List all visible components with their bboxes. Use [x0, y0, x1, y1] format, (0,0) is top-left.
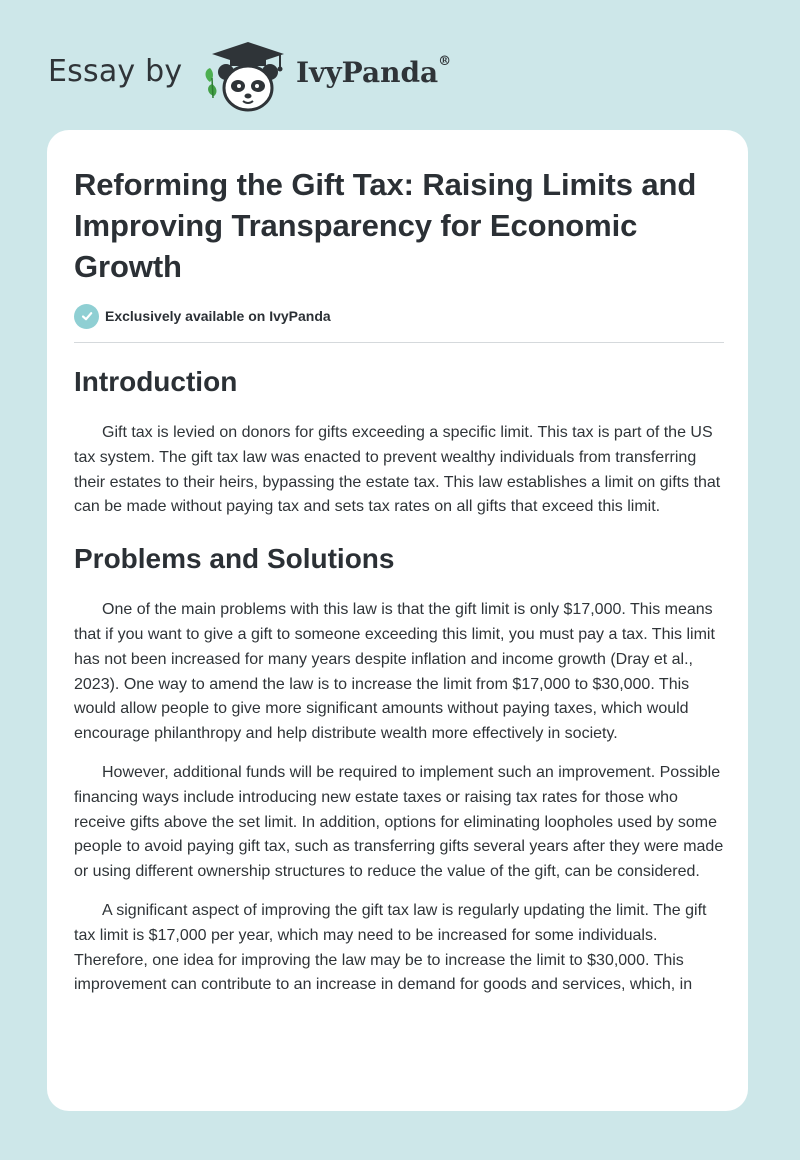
essay-content [74, 164, 724, 998]
brand-prefix: Essay by [48, 54, 183, 89]
registered-mark: ® [438, 54, 452, 69]
panda-logo-icon[interactable] [200, 38, 296, 114]
site-header [48, 30, 488, 110]
essay-card [47, 130, 748, 1111]
check-icon [74, 304, 99, 329]
section-heading-problems-and-solutions: Problems and Solutions [74, 543, 395, 575]
paragraph: One of the main problems with this law is that the gift limit is only $17,000. This means that if you want to give a gift to someone exceeding this limit, you must pay a tax. This limit has not been increased for many years despite inflation and income growth (Dray et al., 2023). One way to amend the law is to increase the limit from $17,000 to $30,000. This would allow people to give more significant amounts without paying taxes, which would encourage philanthropy and help distribute wealth more effectively in society. [74, 601, 715, 743]
brand-name[interactable]: IvyPanda® [296, 54, 452, 89]
exclusive-badge [74, 303, 724, 329]
exclusive-badge-text: Exclusively available on IvyPanda [105, 308, 331, 324]
paragraph: However, additional funds will be required to implement such an improvement. Possible financing ways include introducing new estate taxes or raising tax rates for those who receive gifts above the set limit. In addition, options for eliminating loopholes used by some people to avoid paying gift tax, such as transferring gifts several years after they were made or using different ownership structures to reduce the value of the gift, can be considered. [74, 763, 724, 881]
essay-title: Reforming the Gift Tax: Raising Limits and Improving Transparency for Economic Growth [74, 167, 697, 284]
section-heading-introduction: Introduction [74, 366, 238, 397]
title-divider [74, 342, 724, 343]
paragraph: A significant aspect of improving the gift tax law is regularly updating the limit. The gift tax limit is $17,000 per year, which may need to be increased for some individuals. Therefore, one idea for improving the law may be to increase the limit to $30,000. This improvement can contribute to an increase in demand for goods and services, which, in [74, 901, 707, 994]
paragraph: Gift tax is levied on donors for gifts exceeding a specific limit. This tax is part of the US tax system. The gift tax law was enacted to prevent wealthy individuals from transferring their estates to their heirs, bypassing the estate tax. This law establishes a limit on gifts that can be made without paying tax and sets tax rates on all gifts that exceed this limit. [74, 424, 721, 516]
